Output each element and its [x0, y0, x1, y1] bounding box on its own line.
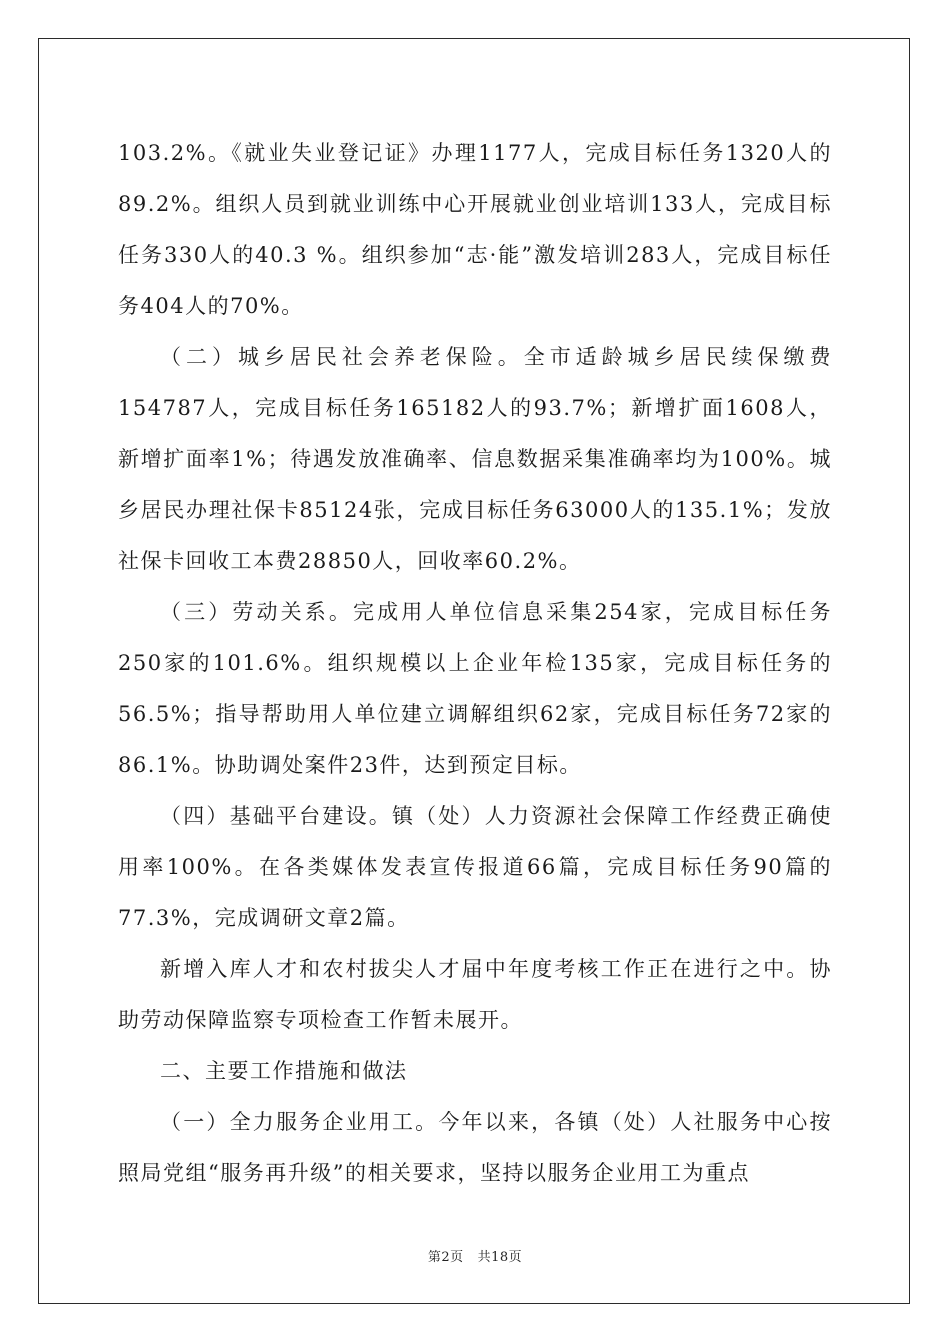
paragraph-3: （三）劳动关系。完成用人单位信息采集254家，完成目标任务250家的101.6%。组织规模以上企业年检135家，完成目标任务的56.5%；指导帮助用人单位建立调解组织62家，完成目标任务72家的86.1%。协助调处案件23件，达到预定目标。 [118, 600, 832, 777]
page-number: 第2页 [427, 1250, 464, 1265]
paragraph-4: （四）基础平台建设。镇（处）人力资源社会保障工作经费正确使用率100%。在各类媒体发表宣传报道66篇，完成目标任务90篇的77.3%，完成调研文章2篇。 [118, 804, 832, 930]
paragraph-1: 103.2%。《就业失业登记证》办理1177人，完成目标任务1320人的89.2%。组织人员到就业训练中心开展就业创业培训133人，完成目标任务330人的40.3 %。组织参加“志·能”激发培训283人，完成目标任务404人的70%。 [118, 141, 832, 318]
paragraph-2: （二）城乡居民社会养老保险。全市适龄城乡居民续保缴费154787人，完成目标任务165182人的93.7%；新增扩面1608人，新增扩面率1%；待遇发放准确率、信息数据采集准确率均为100%。城乡居民办理社保卡85124张，完成目标任务63000人的135.1%；发放社保卡回收工本费28850人，回收率60.2%。 [118, 345, 832, 573]
paragraph-7: （一）全力服务企业用工。今年以来，各镇（处）人社服务中心按照局党组“服务再升级”的相关要求，坚持以服务企业用工为重点 [118, 1110, 832, 1185]
page-footer [0, 1246, 950, 1265]
paragraph-5: 新增入库人才和农村拔尖人才届中年度考核工作正在进行之中。协助劳动保障监察专项检查工作暂未展开。 [118, 957, 832, 1032]
section-heading: 二、主要工作措施和做法 [160, 1059, 408, 1083]
document-body [118, 128, 832, 1199]
page-total: 共18页 [477, 1250, 523, 1265]
